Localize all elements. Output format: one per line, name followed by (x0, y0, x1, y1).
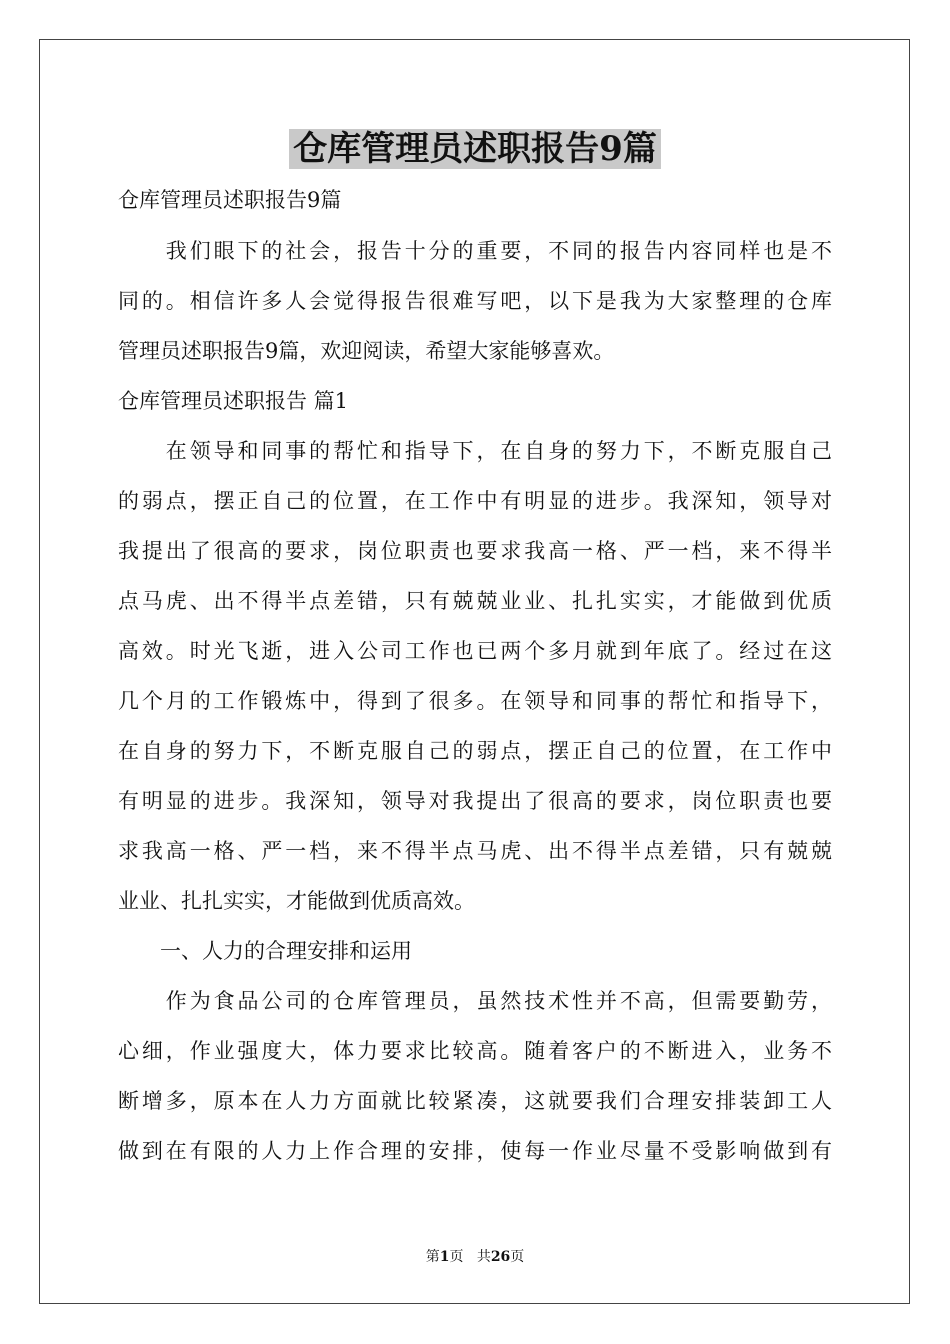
paragraph-line: 管理员述职报告9篇，欢迎阅读，希望大家能够喜欢。 (118, 339, 615, 363)
paragraph-line: 我们眼下的社会，报告十分的重要，不同的报告内容同样也是不 (118, 239, 832, 263)
subsection-heading: 一、人力的合理安排和运用 (118, 939, 412, 963)
footer-page-prefix: 第 (425, 1249, 440, 1265)
paragraph-line: 断增多，原本在人力方面就比较紧凑，这就要我们合理安排装卸工人 (118, 1089, 832, 1113)
paragraph-line: 在自身的努力下，不断克服自己的弱点，摆正自己的位置，在工作中 (118, 739, 832, 763)
paragraph-line: 几个月的工作锻炼中，得到了很多。在领导和同事的帮忙和指导下， (118, 689, 832, 713)
paragraph-line: 业业、扎扎实实，才能做到优质高效。 (118, 889, 475, 913)
paragraph-line: 高效。时光飞逝，进入公司工作也已两个多月就到年底了。经过在这 (118, 639, 832, 663)
paragraph-line: 求我高一格、严一档，来不得半点马虎、出不得半点差错，只有兢兢 (118, 839, 832, 863)
paragraph-line: 有明显的进步。我深知，领导对我提出了很高的要求，岗位职责也要 (118, 789, 832, 813)
footer-total-pages: 26 (490, 1249, 511, 1265)
footer-total-prefix: 共 (476, 1249, 491, 1265)
footer-page-suffix: 页 (449, 1249, 464, 1265)
paragraph-line: 作为食品公司的仓库管理员，虽然技术性并不高，但需要勤劳， (118, 989, 832, 1013)
paragraph-line: 心细，作业强度大，体力要求比较高。随着客户的不断进入，业务不 (118, 1039, 832, 1063)
paragraph-line: 同的。相信许多人会觉得报告很难写吧，以下是我为大家整理的仓库 (118, 289, 832, 313)
page-footer (0, 1248, 950, 1266)
footer-page-number: 1 (439, 1249, 450, 1265)
paragraph-line: 做到在有限的人力上作合理的安排，使每一作业尽量不受影响做到有 (118, 1139, 832, 1163)
footer-total-suffix: 页 (510, 1249, 525, 1265)
paragraph-line: 点马虎、出不得半点差错，只有兢兢业业、扎扎实实，才能做到优质 (118, 589, 832, 613)
document-title-text: 仓库管理员述职报告9篇 (289, 129, 661, 169)
paragraph-line: 在领导和同事的帮忙和指导下，在自身的努力下，不断克服自己 (118, 439, 832, 463)
document-title (0, 126, 950, 172)
section-heading: 仓库管理员述职报告 篇1 (118, 389, 349, 413)
paragraph-line: 我提出了很高的要求，岗位职责也要求我高一格、严一档，来不得半 (118, 539, 832, 563)
subtitle-line: 仓库管理员述职报告9篇 (118, 188, 342, 212)
paragraph-line: 的弱点，摆正自己的位置，在工作中有明显的进步。我深知，领导对 (118, 489, 832, 513)
